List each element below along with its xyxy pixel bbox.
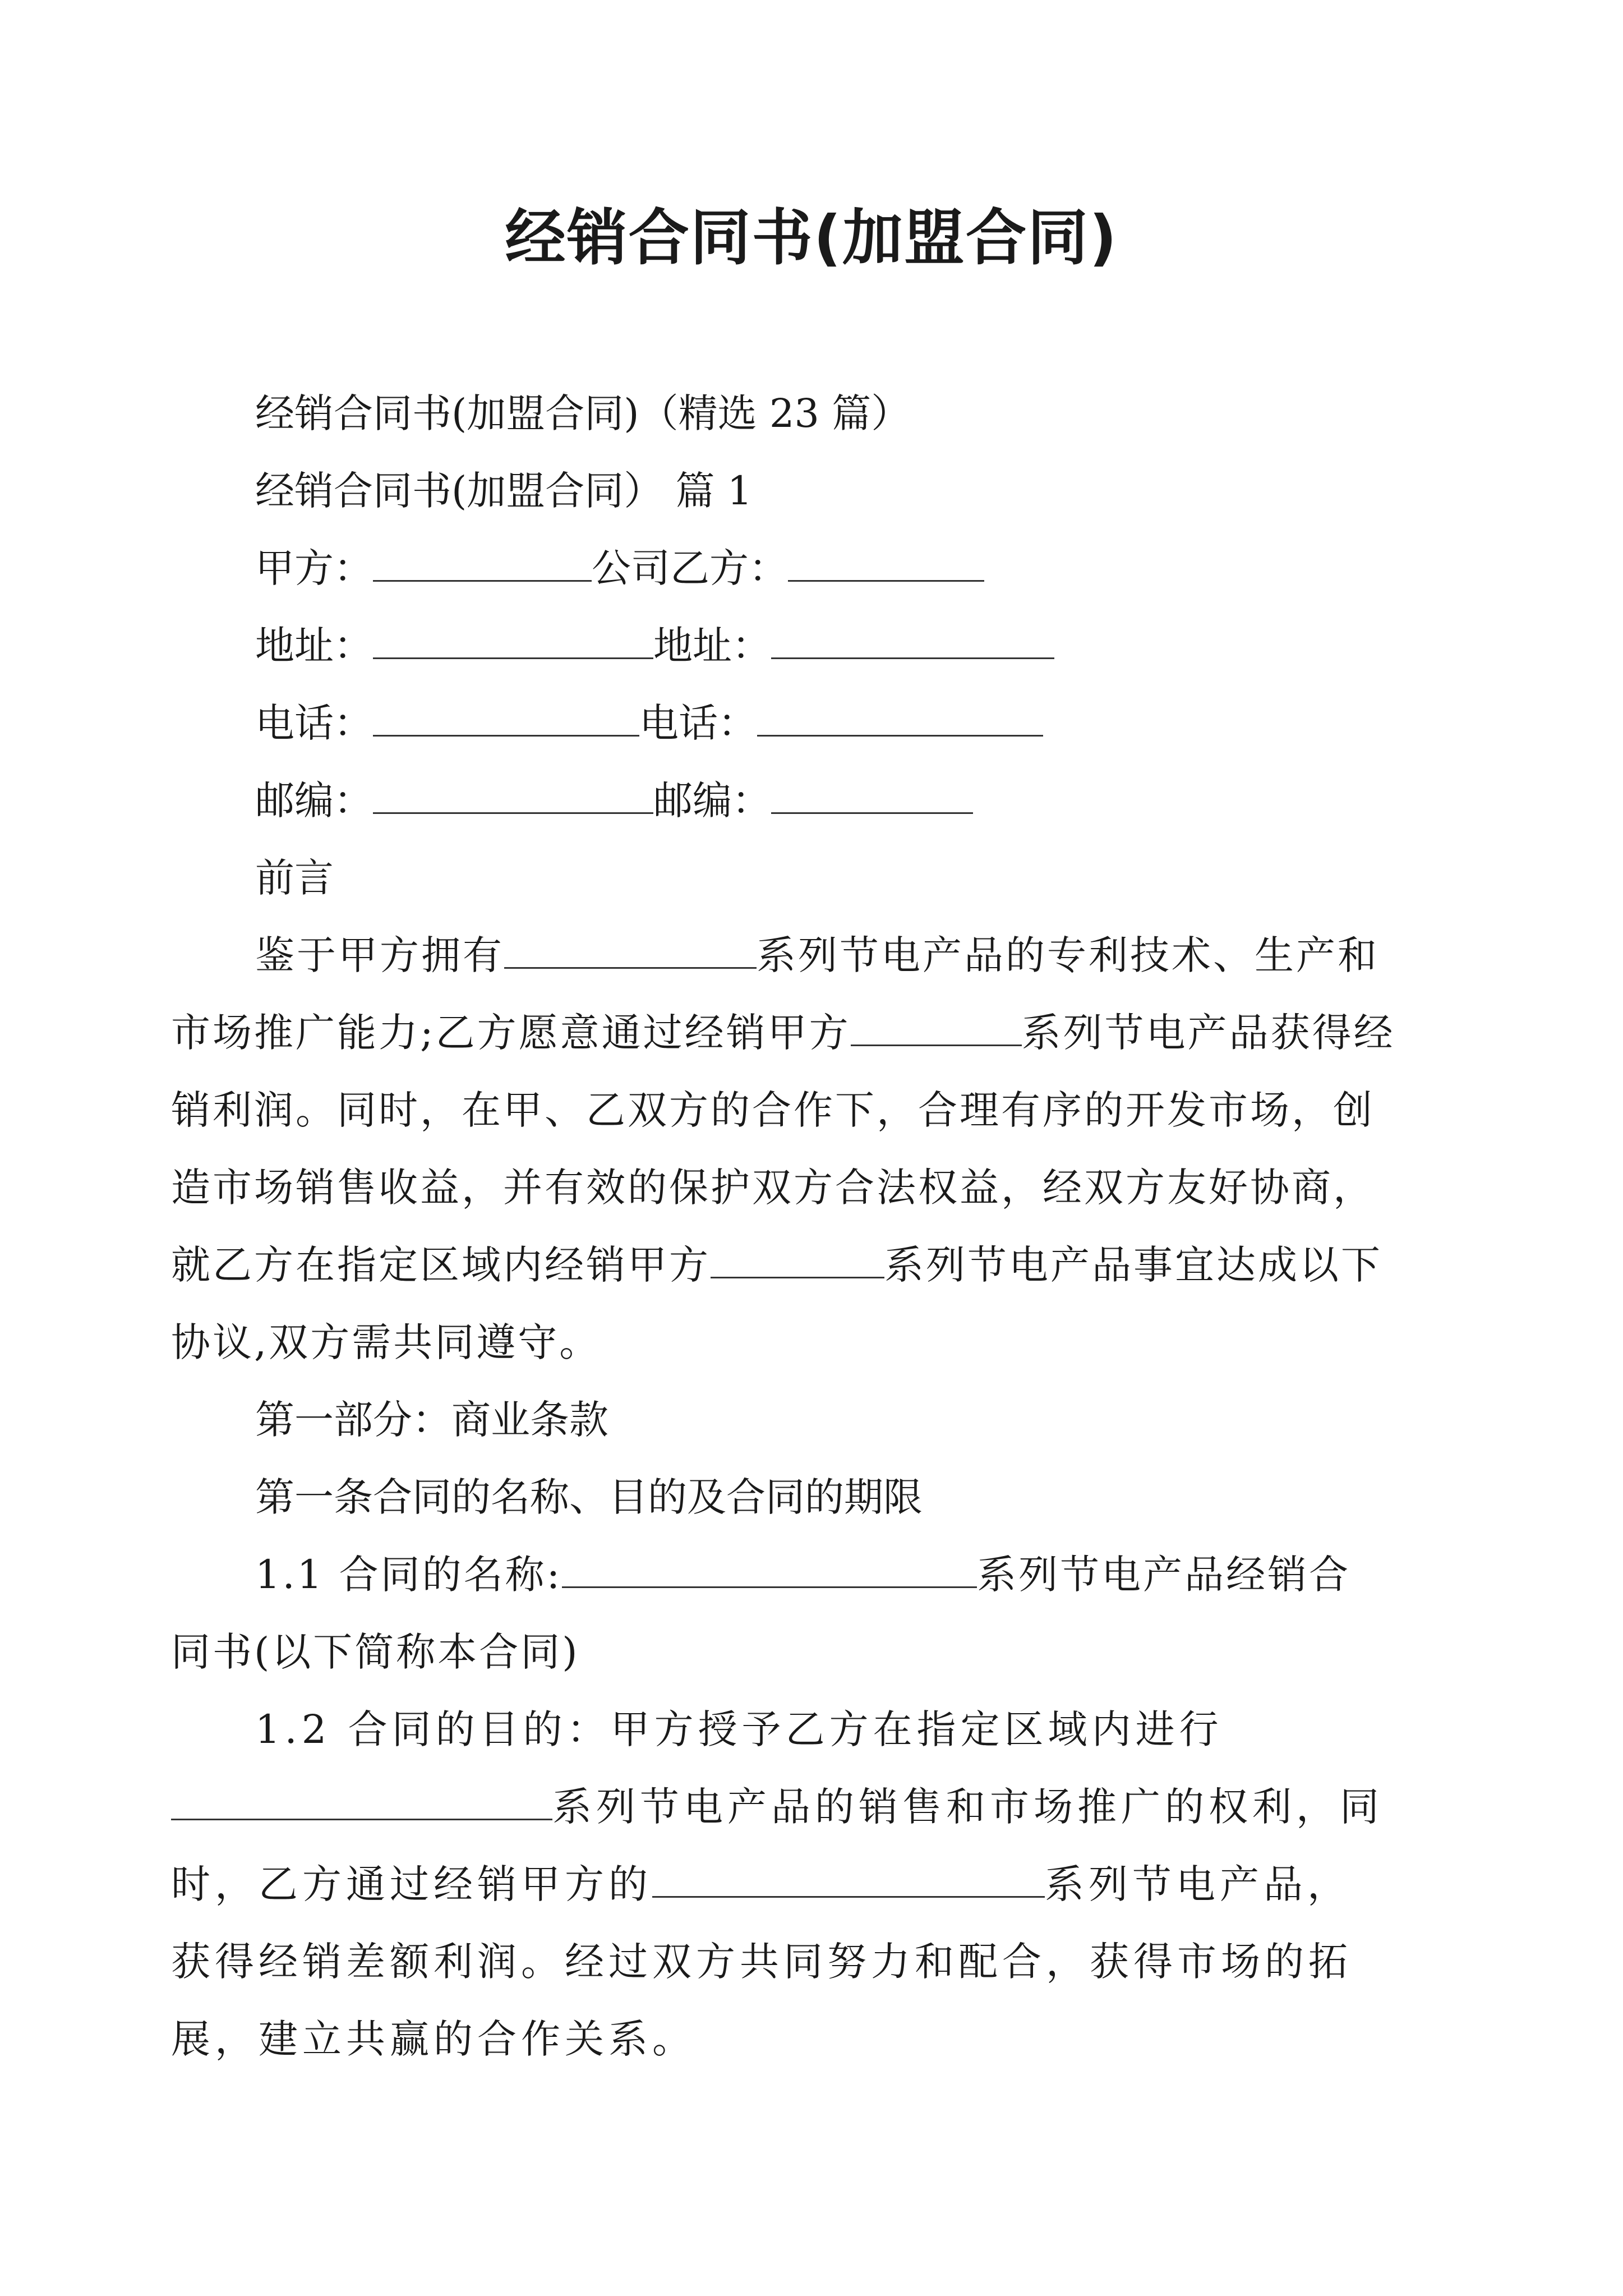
preface-text-3: 系列节电产品获得经销利润。同时，在甲、乙双方的合作下，合理有序的开发市场，创造市场销售收益，并有效的保护双方合法权益，经双方友好协商，就乙方在指定区域内经销甲方 <box>171 1010 1395 1288</box>
subtitle-line: 经销合同书(加盟合同)（精选 23 篇） <box>255 390 911 436</box>
postcode-a-label: 邮编： <box>255 777 373 823</box>
preface-heading: 前言 <box>255 855 334 901</box>
postcode-line <box>255 762 1399 839</box>
product-blank-2 <box>851 1013 1022 1046</box>
document-title: 经销合同书(加盟合同) <box>505 203 1118 273</box>
postcode-a-blank <box>373 781 653 814</box>
clause-1-1 <box>171 1536 1388 1691</box>
postcode-b-blank <box>771 781 973 814</box>
contract-name-blank <box>562 1555 977 1588</box>
phone-line <box>255 684 1399 762</box>
clause-1-2-text-2: 系列节电产品，获得经销差额利润。经过双方共同努力和配合，获得市场的拓展，建立共赢的合作关系。 <box>171 1861 1352 2062</box>
address-b-label: 地址： <box>653 623 771 669</box>
product-blank-5 <box>652 1865 1045 1898</box>
clause-1-2 <box>171 1691 1388 2078</box>
preface-paragraph <box>171 917 1399 1381</box>
section-heading: 第一部分：商业条款 <box>255 1397 608 1443</box>
clause-1-2-text-1: 系列节电产品的销售和市场推广的权利，同时，乙方通过经销甲方的 <box>171 1784 1384 1907</box>
preface-text-4: 系列节电产品事宜达成以下协议,双方需共同遵守。 <box>171 1242 1382 1365</box>
document-body <box>171 375 1399 2078</box>
phone-b-blank <box>757 703 1043 737</box>
address-a-blank <box>373 626 653 659</box>
chapter-heading: 经销合同书(加盟合同） 篇 1 <box>255 468 753 514</box>
party-a-label: 甲方： <box>255 545 373 591</box>
phone-a-label: 电话： <box>255 700 373 746</box>
product-blank-1 <box>504 936 757 969</box>
address-line <box>255 607 1399 684</box>
phone-b-label: 电话： <box>639 700 757 746</box>
party-b-label: 公司乙方： <box>592 545 788 591</box>
party-b-blank <box>788 549 984 582</box>
product-blank-4 <box>171 1787 552 1820</box>
party-line <box>255 530 1399 607</box>
preface-text-1: 鉴于甲方拥有 <box>255 932 504 978</box>
clause-1-2-label: 1.2 合同的目的：甲方授予乙方在指定区域内进行 <box>255 1706 1223 1752</box>
postcode-b-label: 邮编： <box>653 777 771 823</box>
address-b-blank <box>771 626 1054 659</box>
phone-a-blank <box>373 703 639 737</box>
preface-text-2: 系列节电产品的专利技术、生产和市场推广能力;乙方愿意通过经销甲方 <box>171 932 1379 1056</box>
party-a-blank <box>373 549 592 582</box>
clause-1-1-text: 系列节电产品经销合同书(以下简称本合同) <box>171 1552 1351 1675</box>
article-heading: 第一条合同的名称、目的及合同的期限 <box>255 1474 923 1520</box>
clause-1-1-label: 1.1 合同的名称: <box>255 1552 562 1598</box>
product-blank-3 <box>711 1245 884 1278</box>
address-a-label: 地址： <box>255 623 373 669</box>
